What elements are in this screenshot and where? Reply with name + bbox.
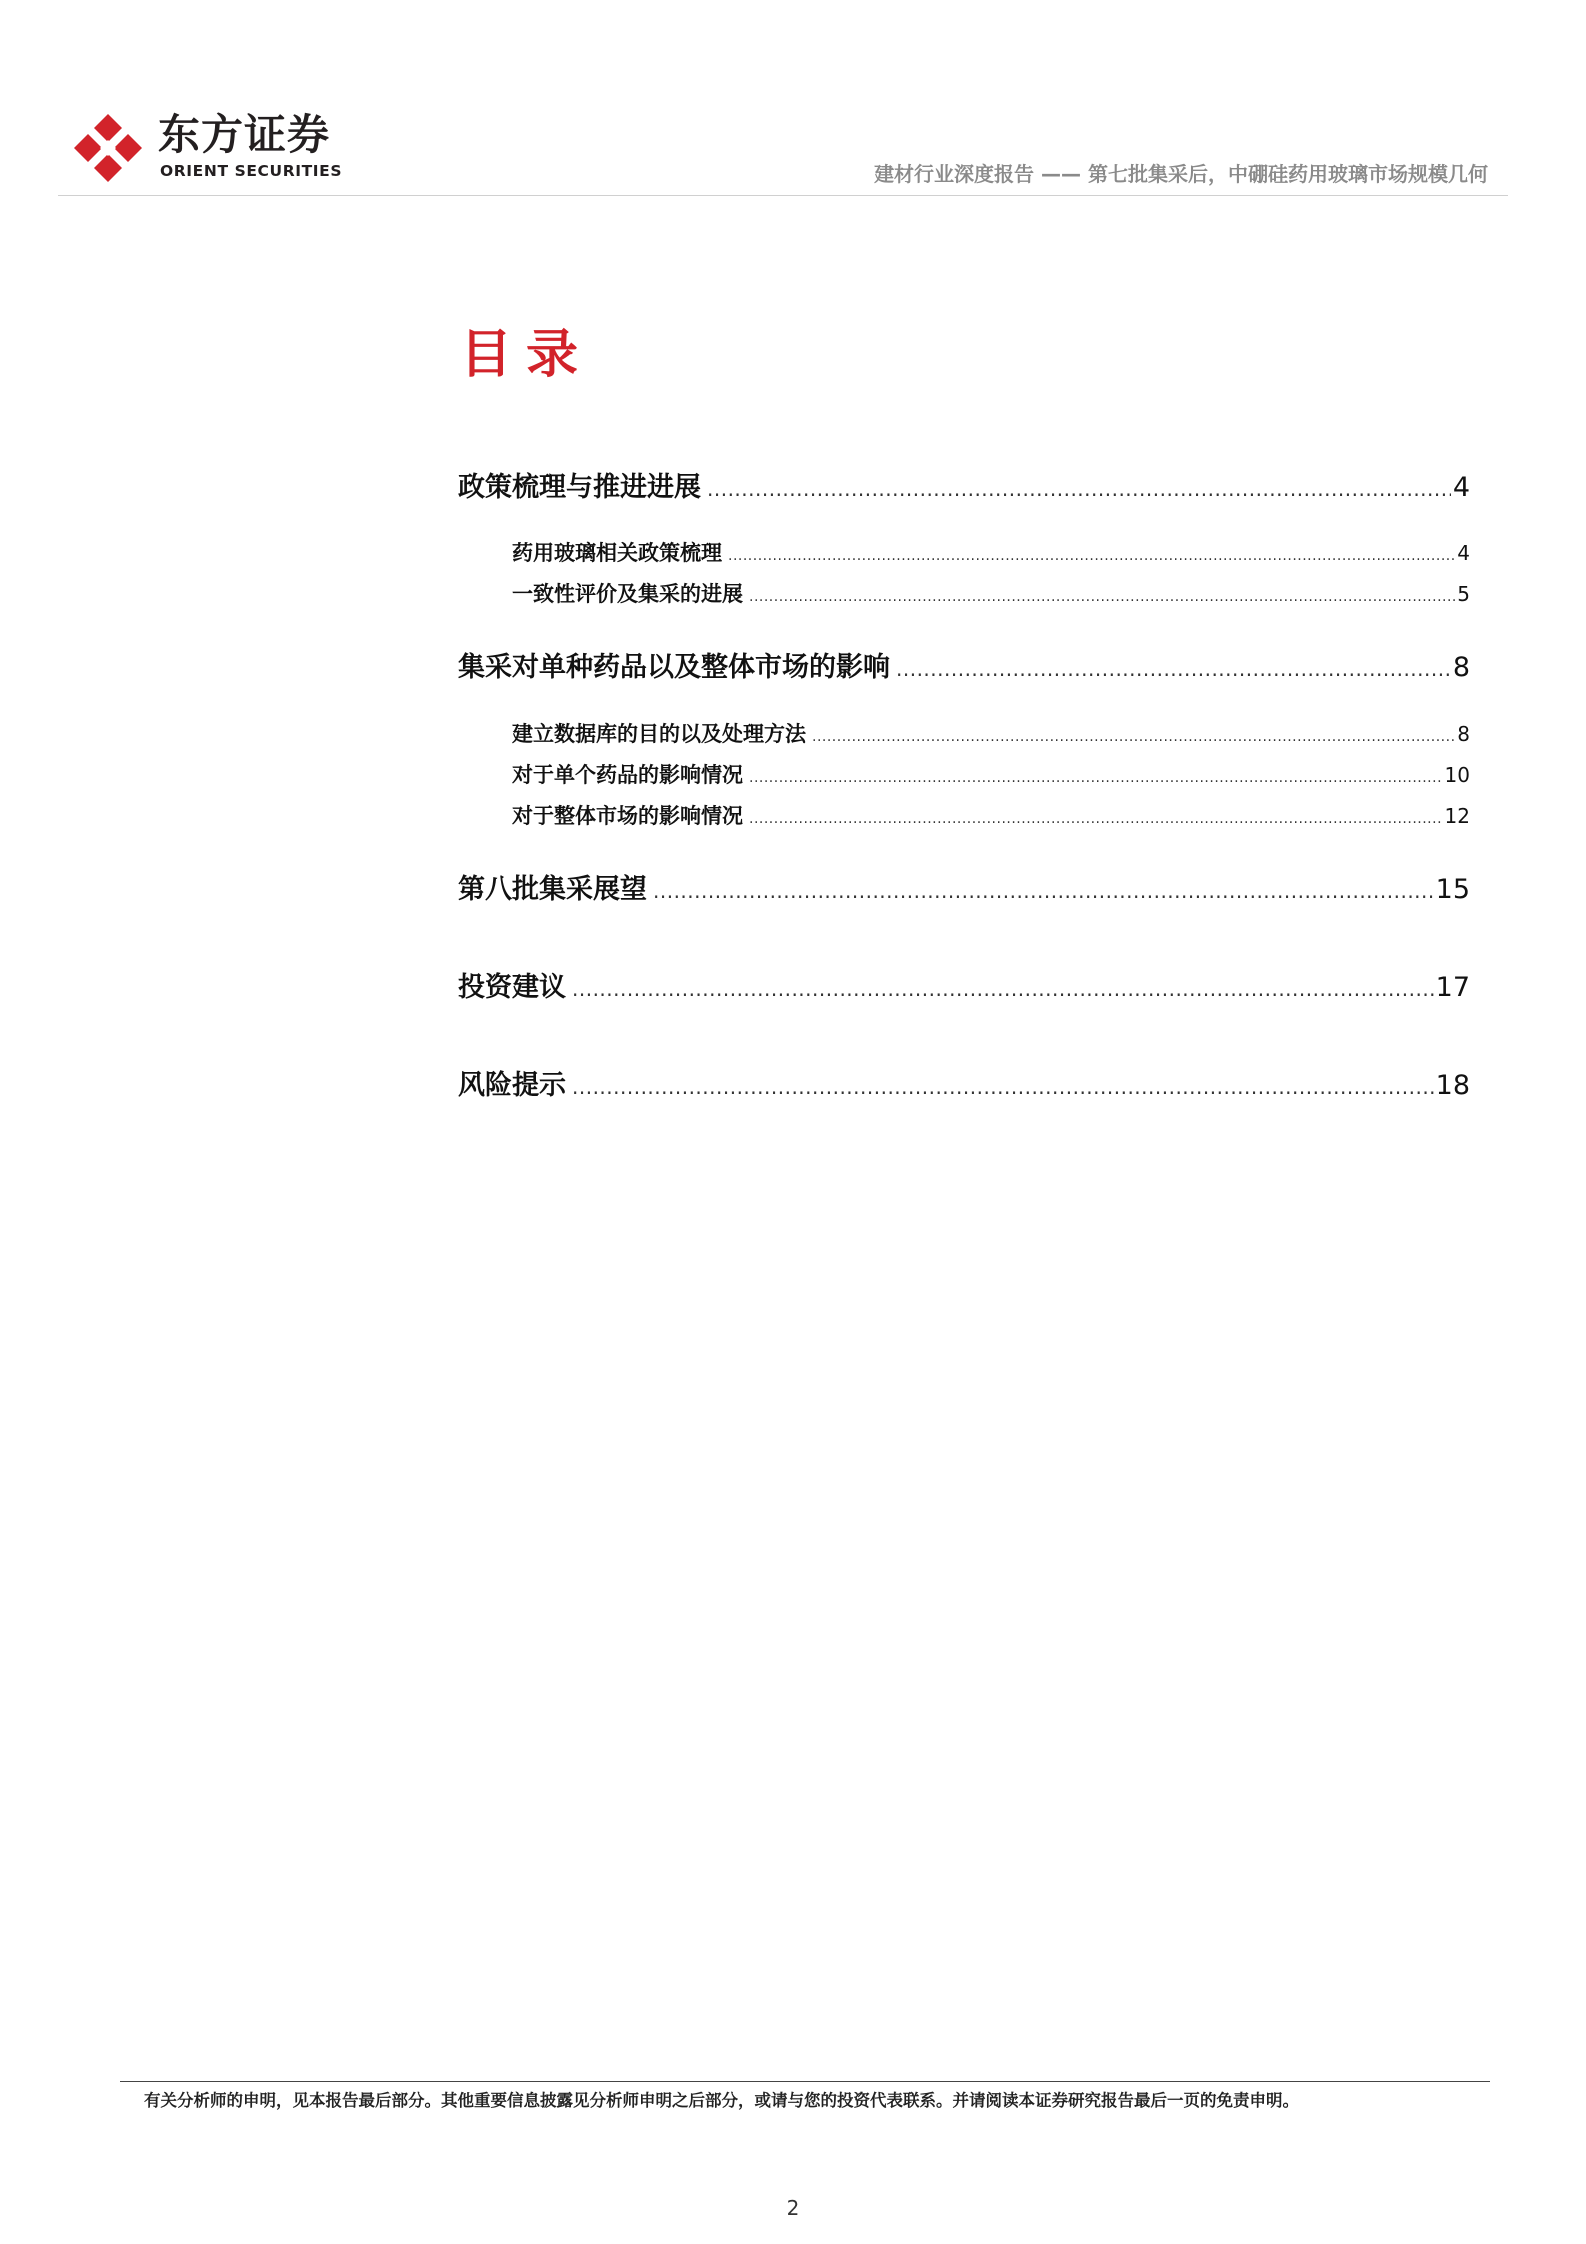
toc-entry-page: 15 — [1435, 874, 1470, 905]
toc-dot-leader — [707, 477, 1451, 501]
brand-logo — [72, 108, 372, 188]
toc-entry-page: 8 — [1452, 652, 1470, 683]
toc-dot-leader — [749, 811, 1443, 827]
toc-subsection-entry[interactable] — [458, 578, 1470, 608]
toc-section-entry[interactable] — [458, 965, 1470, 1004]
toc-entry-label: 药用玻璃相关政策梳理 — [512, 541, 722, 565]
toc-entry-label: 政策梳理与推进进展 — [458, 472, 701, 503]
toc-entry-label: 一致性评价及集采的进展 — [512, 582, 743, 606]
toc-entry-label: 对于单个药品的影响情况 — [512, 763, 743, 787]
toc-dot-leader — [653, 879, 1434, 903]
toc-dot-leader — [749, 589, 1455, 605]
toc-section-entry[interactable] — [458, 645, 1470, 684]
toc-dot-leader — [728, 548, 1455, 564]
toc-section-entry[interactable] — [458, 867, 1470, 906]
toc-section-entry[interactable] — [458, 465, 1470, 504]
brand-name-cn: 东方证券 — [158, 110, 331, 159]
toc-subsection-entry[interactable] — [458, 537, 1470, 567]
toc-subsection-entry[interactable] — [458, 800, 1470, 830]
toc-dot-leader — [812, 729, 1455, 745]
toc-entry-label: 投资建议 — [458, 972, 566, 1003]
toc-entry-page: 4 — [1452, 472, 1470, 503]
toc-dot-leader — [572, 1075, 1434, 1099]
toc-entry-label: 第八批集采展望 — [458, 874, 647, 905]
toc-dot-leader — [749, 770, 1443, 786]
brand-name-en: ORIENT SECURITIES — [160, 162, 343, 180]
header-divider — [58, 195, 1508, 196]
orient-logo-icon — [72, 112, 144, 184]
report-title: 建材行业深度报告 —— 第七批集采后，中硼硅药用玻璃市场规模几何 — [874, 162, 1488, 186]
toc-dot-leader — [572, 977, 1434, 1001]
toc-entry-page: 5 — [1457, 582, 1470, 606]
toc-dot-leader — [896, 657, 1451, 681]
toc-entry-page: 4 — [1457, 541, 1470, 565]
toc-subsection-entry[interactable] — [458, 718, 1470, 748]
footer-disclaimer: 有关分析师的申明，见本报告最后部分。其他重要信息披露见分析师申明之后部分，或请与您的投资代表联系。并请阅读本证券研究报告最后一页的免责申明。 — [144, 2091, 1299, 2110]
toc-entry-page: 17 — [1435, 972, 1470, 1003]
toc-entry-label: 集采对单种药品以及整体市场的影响 — [458, 652, 890, 683]
toc-entry-label: 风险提示 — [458, 1070, 566, 1101]
toc-title: 目录 — [460, 325, 593, 385]
toc-subsection-entry[interactable] — [458, 759, 1470, 789]
toc-entry-page: 10 — [1444, 763, 1470, 787]
toc-entry-label: 建立数据库的目的以及处理方法 — [512, 722, 806, 746]
toc-entry-page: 18 — [1435, 1070, 1470, 1101]
toc-section-entry[interactable] — [458, 1063, 1470, 1102]
toc-entry-page: 8 — [1457, 722, 1470, 746]
footer-divider — [120, 2081, 1490, 2082]
page-number: 2 — [786, 2196, 800, 2220]
toc-entry-page: 12 — [1444, 804, 1470, 828]
toc-entry-label: 对于整体市场的影响情况 — [512, 804, 743, 828]
